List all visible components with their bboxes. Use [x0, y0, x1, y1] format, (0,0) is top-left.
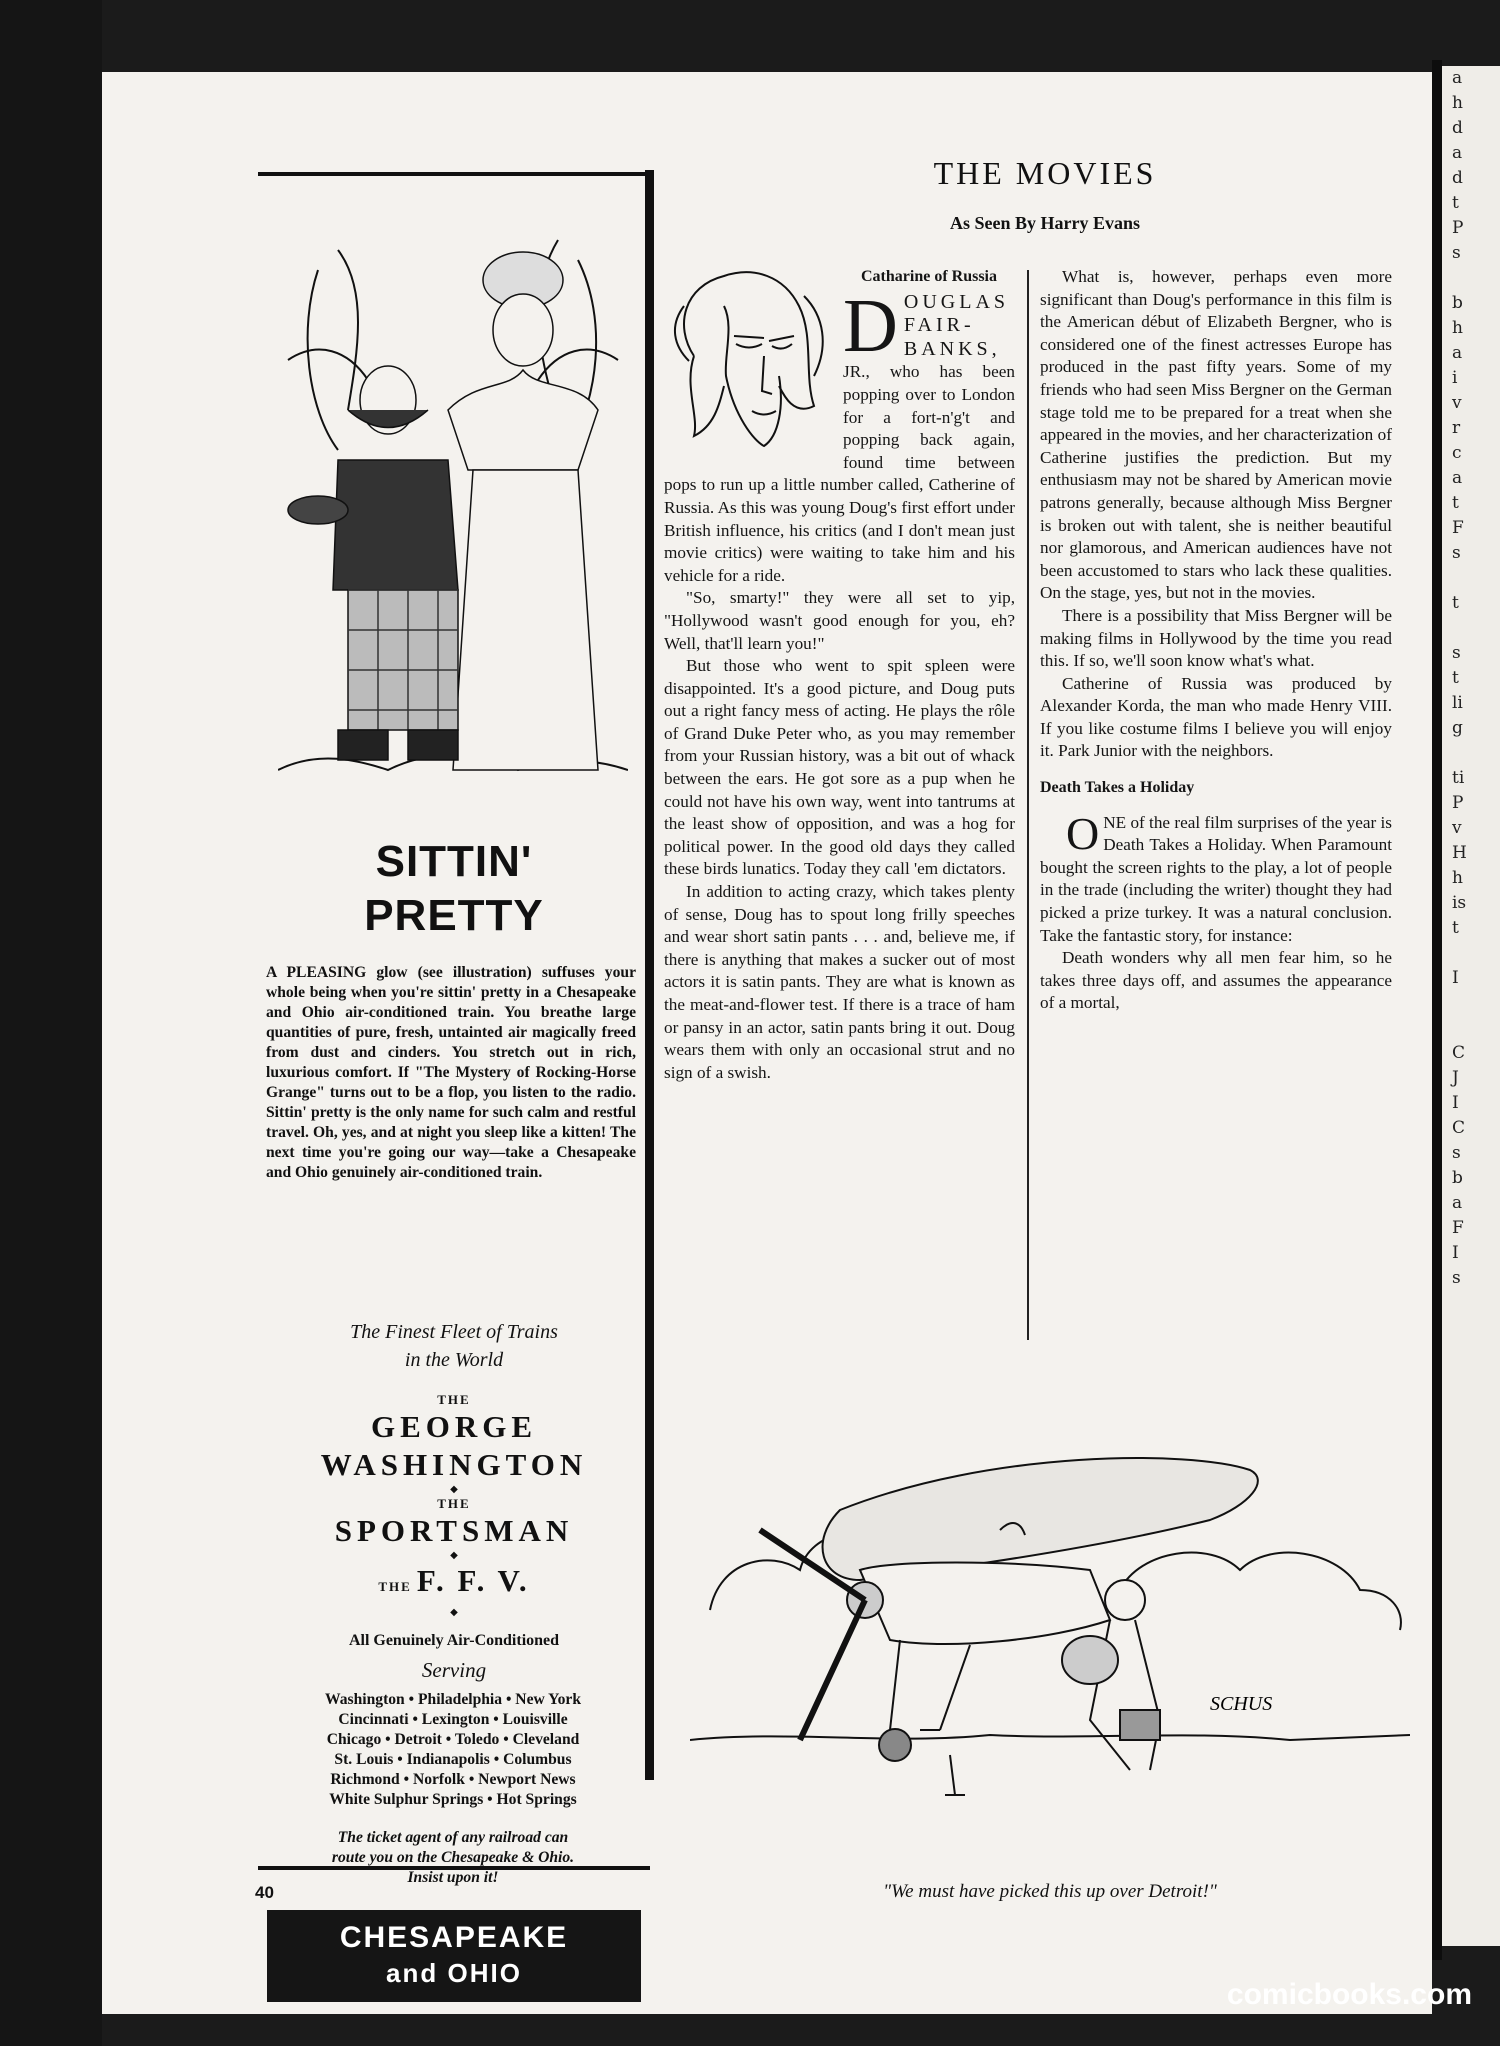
next-page-fragment [1442, 616, 1500, 641]
next-page-fragment: d [1452, 168, 1463, 188]
article-column-2 [1040, 266, 1392, 1015]
train1-name-line2: WASHINGTON [320, 1447, 588, 1482]
paragraph [1040, 807, 1392, 948]
chesapeake-ohio-logo [267, 1910, 641, 2002]
next-page-fragment: J [1452, 1068, 1459, 1088]
ticket-line: The ticket agent of any railroad can [337, 1829, 569, 1846]
next-page-fragment: h [1452, 93, 1463, 113]
ad-tagline-line2: in the World [404, 1349, 504, 1371]
scan-border [0, 0, 102, 2046]
next-page-fragment: is [1452, 893, 1467, 913]
paragraph: What is, however, perhaps even more significant than Doug's performance in this film is the American début of Elizabeth Bergner, who is considered one of the finest actresses Europe has produced in the past fifty years. Some of my friends who had seen Miss Bergner on the German stage told me to be prepared for a treat when she appeared in the movies, and her characterization of Catherine justifies the prediction. But my enthusiasm may not be shared by American movie patrons generally, because although Miss Bergner is broken out with talent, she is neither beautiful nor glamorous, and American audiences have not been accustomed to stars who lack these qualities. On the stage, yes, but not in the movies. [1040, 267, 1392, 603]
train-list [258, 1392, 650, 1619]
train1-name-line1: GEORGE [370, 1409, 538, 1444]
article-column-1 [664, 266, 1015, 1084]
next-page-fragment: s [1452, 643, 1461, 663]
next-page-fragment: t [1452, 918, 1459, 938]
ad-top-rule [258, 172, 650, 176]
lead-name: OUGLAS FAIR-BANKS, [903, 290, 1010, 360]
next-page-fragment: g [1452, 718, 1463, 738]
section-heading-death: Death Takes a Holiday [1040, 779, 1195, 797]
paragraph: But those who went to spit spleen were disappointed. It's a good picture, and Doug puts out a right fancy mess of acting. He plays the rôle of Grand Duke Peter who, as you may remember from your Russian history, was a bit out of whack between the ears. He got sore as a pup when he could not have his own way, went into tantrums at the least show of opposition, and was a hog for political power. In the good old days they called these birds lunatics. Today they call 'em dictators. [664, 656, 1015, 879]
cartoon-caption: "We must have picked this up over Detroit!" [883, 1881, 1217, 1902]
paragraph: Catherine of Russia was produced by Alexander Korda, the man who made Henry VIII. If you like costume films I believe you will enjoy it. Park Junior with the neighbors. [1040, 673, 1392, 761]
sittin-pretty-illustration [278, 210, 628, 810]
ad-tagline-line1: The Finest Fleet of Trains [350, 1321, 558, 1343]
city-line: Washington • Philadelphia • New York [325, 1691, 581, 1708]
serving-label: Serving [421, 1658, 487, 1682]
drop-cap: D [843, 283, 898, 368]
next-page-fragment: a [1452, 1193, 1463, 1213]
train2-prefix: THE [437, 1496, 471, 1511]
city-line: Cincinnati • Lexington • Louisville [338, 1711, 568, 1728]
city-line: St. Louis • Indianapolis • Columbus [334, 1751, 572, 1768]
next-page-fragment: F [1452, 1218, 1464, 1238]
train1-prefix: THE [437, 1392, 471, 1407]
train3 [258, 1562, 650, 1607]
ad-headline [258, 835, 650, 943]
next-page-fragment: r [1452, 418, 1461, 438]
bergner-caricature [664, 266, 839, 451]
section-heading-catharine: Catharine of Russia [860, 268, 997, 285]
column-rule [1027, 270, 1029, 1340]
next-page-fragment: t [1452, 593, 1459, 613]
city-line: Chicago • Detroit • Toledo • Cleveland [326, 1731, 580, 1748]
page-gutter [1432, 60, 1442, 1960]
airplane-cartoon [690, 1410, 1410, 1880]
next-page-fragment [1442, 266, 1500, 291]
paragraph: There is a possibility that Miss Bergner will be making films in Hollywood by the time you read this. If so, we'll soon know what's what. [1040, 605, 1392, 671]
next-page-fragment: P [1452, 218, 1464, 238]
next-page-fragment: t [1452, 193, 1459, 213]
next-page-fragment [1442, 741, 1500, 766]
next-page-fragment: h [1452, 868, 1463, 888]
ad-headline-line1: SITTIN' [375, 837, 533, 886]
ad-body-text: A PLEASING glow (see illustration) suffuses your whole being when you're sittin' pretty in a Chesapeake and Ohio air-conditioned train. You breathe large quantities of pure, fresh, untainted air magically freed from dust and cinders. You stretch out in rich, luxurious comfort. If "The Mystery of Rocking-Horse Grange" turns out to be a flop, you listen to the radio. Sittin' pretty is the only name for such calm and restful travel. Oh, yes, and at night you sleep like a kitten! The next time you're going our way—take a Chesapeake and Ohio genuinely air-conditioned train. [266, 964, 636, 1181]
next-page-fragment: c [1452, 443, 1462, 463]
next-page-fragment: I [1452, 968, 1459, 988]
next-page-fragment: a [1452, 68, 1463, 88]
diamond-separator: ◆ [450, 1550, 458, 1561]
ticket-note [268, 1828, 638, 1888]
ticket-line: Insist upon it! [407, 1869, 499, 1886]
watermark: comicbooks.com [1226, 1978, 1472, 2011]
diamond-separator: ◆ [450, 1607, 458, 1618]
next-page-fragment: C [1452, 1118, 1466, 1138]
train2-name: SPORTSMAN [334, 1513, 574, 1548]
paragraph: JR., who has been popping over to London for a fort-n'g't and popping back again, found time between pops to run up a little number called, Catherine of Russia. As this was young Doug's first effort under British influence, his critics (and I don't mean just movie critics) were waiting to take him and his vehicle for a ride. [664, 362, 1015, 585]
diamond-separator: ◆ [450, 1484, 458, 1495]
next-page-fragment: i [1452, 368, 1458, 388]
article-title: THE MOVIES [933, 155, 1157, 191]
city-list [268, 1690, 638, 1810]
next-page-fragment: a [1452, 343, 1463, 363]
ticket-line: route you on the Chesapeake & Ohio. [331, 1849, 575, 1866]
ad-headline-line2: PRETTY [364, 891, 544, 940]
next-page-fragment: s [1452, 543, 1461, 563]
next-page-fragment: I [1452, 1093, 1459, 1113]
city-line: Richmond • Norfolk • Newport News [330, 1771, 576, 1788]
next-page-fragment: a [1452, 143, 1463, 163]
ad-tagline [258, 1318, 650, 1374]
next-page-fragment: d [1452, 118, 1463, 138]
city-line: White Sulphur Springs • Hot Springs [329, 1791, 577, 1808]
next-page-fragment: P [1452, 793, 1464, 813]
paragraph-text: NE of the real film surprises of the year is Death Takes a Holiday. When Paramount bought the screen rights to the play, a lot of people in the trade (including the writer) thought they had picked a prize turkey. It was a natural conclusion. Take the fantastic story, for instance: [1040, 812, 1392, 945]
next-page-edge [1442, 66, 1500, 1946]
next-page-fragment: C [1452, 1043, 1466, 1063]
next-page-fragment: ti [1452, 768, 1465, 788]
next-page-fragment: t [1452, 668, 1459, 688]
logo-line1: CHESAPEAKE [339, 1921, 569, 1954]
paragraph: Death wonders why all men fear him, so he takes three days off, and assumes the appearance of a mortal, [1040, 948, 1392, 1013]
logo-line2: and OHIO [386, 1958, 522, 1988]
next-page-fragment: I [1452, 1243, 1459, 1263]
next-page-fragment [1442, 566, 1500, 591]
next-page-fragment: s [1452, 243, 1461, 263]
train3-prefix: THE [378, 1579, 412, 1594]
next-page-fragment: F [1452, 518, 1464, 538]
next-page-fragment: s [1452, 1268, 1461, 1288]
paragraph: In addition to acting crazy, which takes plenty of sense, Doug has to spout long frilly speeches and wear short satin pants . . . and, believe me, if there is anything that makes a sucker out of most actors it is satin pants. They are what is known as the meat-and-flower test. If there is a trace of ham or pansy in an actor, satin pants bring it out. Doug wears them with only an occasional strut and no sign of a swish. [664, 882, 1015, 1082]
next-page-fragment [1442, 1016, 1500, 1041]
next-page-fragment [1442, 941, 1500, 966]
next-page-fragment: h [1452, 318, 1463, 338]
next-page-fragment: b [1452, 293, 1463, 313]
drop-cap: O [1066, 807, 1100, 859]
next-page-fragment: b [1452, 1168, 1463, 1188]
next-page-fragment [1442, 991, 1500, 1016]
next-page-fragment: a [1452, 468, 1463, 488]
cartoon-signature: SCHUS [1210, 1693, 1273, 1715]
next-page-fragment: s [1452, 1143, 1461, 1163]
next-page-fragment: t [1452, 493, 1459, 513]
train3-name: F. F. V. [416, 1563, 530, 1598]
article-byline: As Seen By Harry Evans [949, 213, 1140, 233]
next-page-fragment: li [1452, 693, 1463, 713]
paragraph: "So, smarty!" they were all set to yip, "Hollywood wasn't good enough for you, eh? Well, that'll learn you!" [664, 588, 1015, 653]
next-page-fragment: H [1452, 843, 1467, 863]
page-number: 40 [255, 1883, 274, 1902]
next-page-fragment: v [1452, 393, 1462, 413]
air-conditioned-note: All Genuinely Air-Conditioned [348, 1632, 560, 1649]
next-page-fragment: v [1452, 818, 1462, 838]
